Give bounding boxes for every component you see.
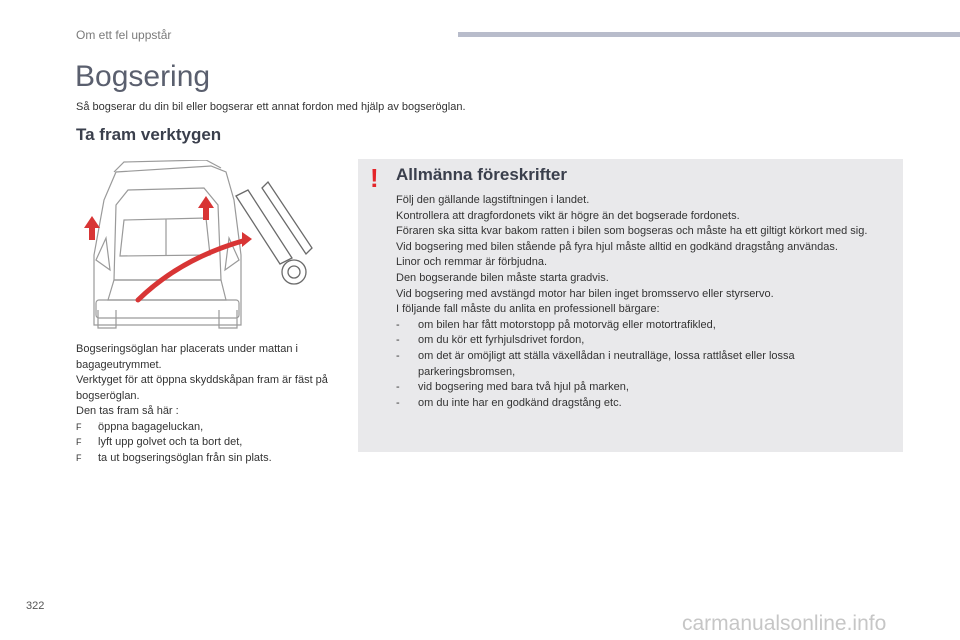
bullet-mark: F	[76, 421, 82, 432]
warning-dash-list	[396, 318, 892, 412]
exclamation-icon: !	[370, 163, 379, 193]
warning-line: Föraren ska sitta kvar bakom ratten i bilen som bogseras och måste ha ett giltigt körkort med sig.	[396, 225, 868, 238]
list-item-text: vid bogsering med bara två hjul på marken,	[418, 381, 629, 394]
paragraph-1: Bogseringsöglan har placerats under mattan i bagageutrymmet.	[76, 343, 298, 371]
dash-mark: -	[396, 349, 400, 362]
warning-line: Kontrollera att dragfordonets vikt är högre än det bogserade fordonets.	[396, 209, 740, 222]
list-item	[396, 333, 892, 349]
list-item	[396, 396, 892, 412]
bullet-list	[76, 420, 344, 467]
list-item-text: ta ut bogseringsöglan från sin plats.	[98, 451, 272, 464]
dash-mark: -	[396, 381, 400, 394]
watermark: carmanualsonline.info	[682, 612, 887, 635]
body-text	[76, 342, 344, 466]
list-item	[76, 420, 344, 436]
rear-seat-back	[120, 218, 210, 256]
car-body-outline	[94, 166, 241, 325]
list-item	[396, 349, 892, 380]
left-taillight	[96, 238, 110, 270]
tow-eye-icon	[236, 190, 292, 264]
bullet-mark: F	[76, 437, 82, 447]
dash-mark: -	[396, 334, 400, 347]
warning-body	[396, 193, 892, 411]
trunk-illustration	[76, 160, 340, 332]
list-item-text: om du inte har en godkänd dragstång etc.	[418, 396, 622, 409]
list-item-text: om du kör ett fyrhjulsdrivet fordon,	[418, 334, 585, 347]
warning-line: Linor och remmar är förbjudna.	[396, 256, 548, 269]
list-item-text: öppna bagageluckan,	[98, 420, 204, 433]
header-rule	[458, 32, 960, 37]
list-item	[396, 318, 892, 334]
paragraph-2: Verktyget för att öppna skyddskåpan fram är fäst på bogseröglan.	[76, 374, 328, 402]
list-item	[396, 380, 892, 396]
rear-bumper	[96, 300, 239, 318]
list-item-text: lyft upp golvet och ta bort det,	[98, 436, 243, 448]
list-item-text: om bilen har fått motorstopp på motorväg eller motortrafikled,	[418, 318, 716, 331]
page-title: Bogsering	[75, 60, 211, 93]
warning-line: Den bogserande bilen måste starta gradvis.	[396, 271, 609, 284]
dash-mark: -	[396, 318, 400, 331]
removal-arrow-head-icon	[242, 232, 252, 247]
dash-mark: -	[396, 396, 400, 409]
trunk-floor	[108, 280, 226, 300]
list-item	[76, 435, 344, 451]
warning-line: I följande fall måste du anlita en professionell bärgare:	[396, 303, 660, 316]
list-item-text: om det är omöjligt att ställa växellådan i neutralläge, lossa rattlåset eller lossa parkeringsbromsen,	[418, 349, 795, 378]
section-subtitle: Ta fram verktygen	[76, 125, 222, 144]
warning-box	[358, 159, 903, 452]
warning-line: Vid bogsering med avstängd motor har bilen inget bromsservo eller styrservo.	[396, 287, 774, 300]
section-header: Om ett fel uppstår	[76, 28, 172, 42]
warning-line: Vid bogsering med bilen stående på fyra hjul måste alltid en godkänd dragstång användas.	[396, 240, 838, 253]
warning-title: Allmänna föreskrifter	[396, 165, 567, 184]
paragraph-3: Den tas fram så här :	[76, 405, 179, 417]
page-number: 322	[26, 600, 45, 612]
lift-arrow-right-icon	[198, 196, 214, 220]
bullet-mark: F	[76, 452, 82, 463]
removal-arrow-icon	[138, 240, 246, 300]
list-item	[76, 451, 344, 467]
intro-text: Så bogserar du din bil eller bogserar ett annat fordon med hjälp av bogseröglan.	[76, 101, 466, 113]
warning-line: Följ den gällande lagstiftningen i landet.	[396, 194, 590, 206]
